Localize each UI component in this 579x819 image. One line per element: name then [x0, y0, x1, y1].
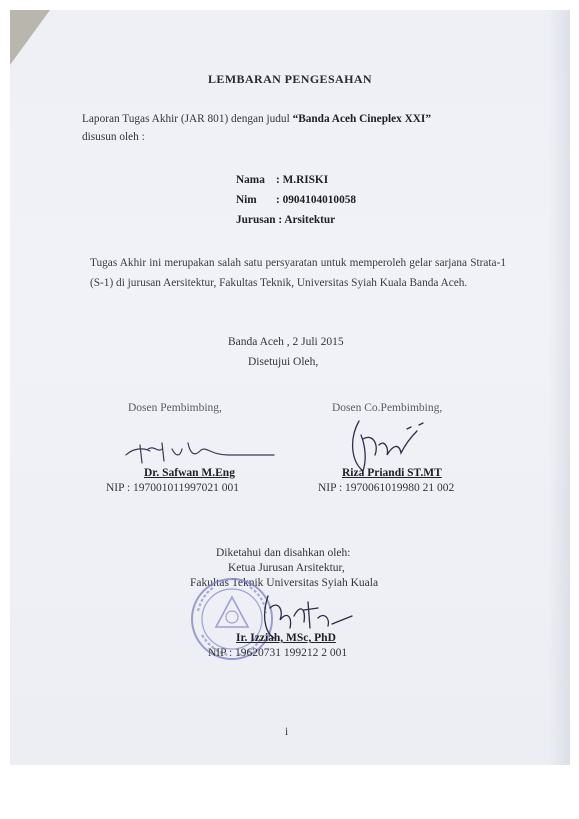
requirement-paragraph: Tugas Akhir ini merupakan salah satu persyaratan untuk memperoleh gelar sarjana Strata-1 (S-1) di jurusan Aersitektur, Fakultas Teknik, Universitas Syiah Kuala Banda Aceh.: [90, 257, 506, 289]
head-name: Ir. Izziah, MSc, PhD: [236, 632, 336, 644]
page-title: LEMBARAN PENGESAHAN: [208, 72, 372, 86]
supervisor-nip: NIP : 197001011997021 001: [106, 482, 239, 494]
acknowledged-line-1: Diketahui dan disahkan oleh:: [216, 547, 351, 559]
nim-label: Nim: [236, 194, 257, 206]
page-number: i: [285, 726, 289, 738]
supervisor-signature: [118, 435, 278, 469]
acknowledged-line-2: Ketua Jurusan Arsitektur,: [228, 562, 345, 574]
thesis-title: “Banda Aceh Cineplex XXI”: [292, 113, 431, 125]
folded-corner-shadow: [10, 10, 50, 65]
place-date: Banda Aceh , 2 Juli 2015: [228, 336, 344, 348]
nim-value: : 0904104010058: [276, 194, 357, 206]
page-edge-shadow: [548, 10, 570, 765]
name-value: : M.RISKI: [276, 174, 329, 186]
co-supervisor-role: Dosen Co.Pembimbing,: [332, 402, 443, 414]
document-page: [10, 10, 570, 765]
co-supervisor-nip: NIP : 1970061019980 21 002: [318, 482, 455, 494]
intro-suffix: disusun oleh :: [82, 131, 145, 143]
student-name-row: [236, 174, 328, 186]
name-label: Nama: [236, 174, 265, 186]
acknowledged-line-3: Fakultas Teknik Universitas Syiah Kuala: [190, 577, 379, 589]
intro-prefix: Laporan Tugas Akhir (JAR 801) dengan judul: [82, 113, 293, 125]
approved-by: Disetujui Oleh,: [248, 356, 319, 368]
supervisor-role: Dosen Pembimbing,: [128, 402, 222, 414]
supervisor-name: Dr. Safwan M.Eng: [144, 467, 235, 479]
jurusan-label: Jurusan: [236, 214, 276, 226]
student-nim-row: [236, 194, 356, 206]
jurusan-value: : Arsitektur: [278, 214, 336, 226]
intro-line: [82, 113, 431, 125]
co-supervisor-name: Riza Priandi ST.MT: [342, 467, 442, 479]
student-jurusan-row: [236, 214, 335, 226]
head-nip: NIP : 19620731 199212 2 001: [208, 647, 348, 659]
